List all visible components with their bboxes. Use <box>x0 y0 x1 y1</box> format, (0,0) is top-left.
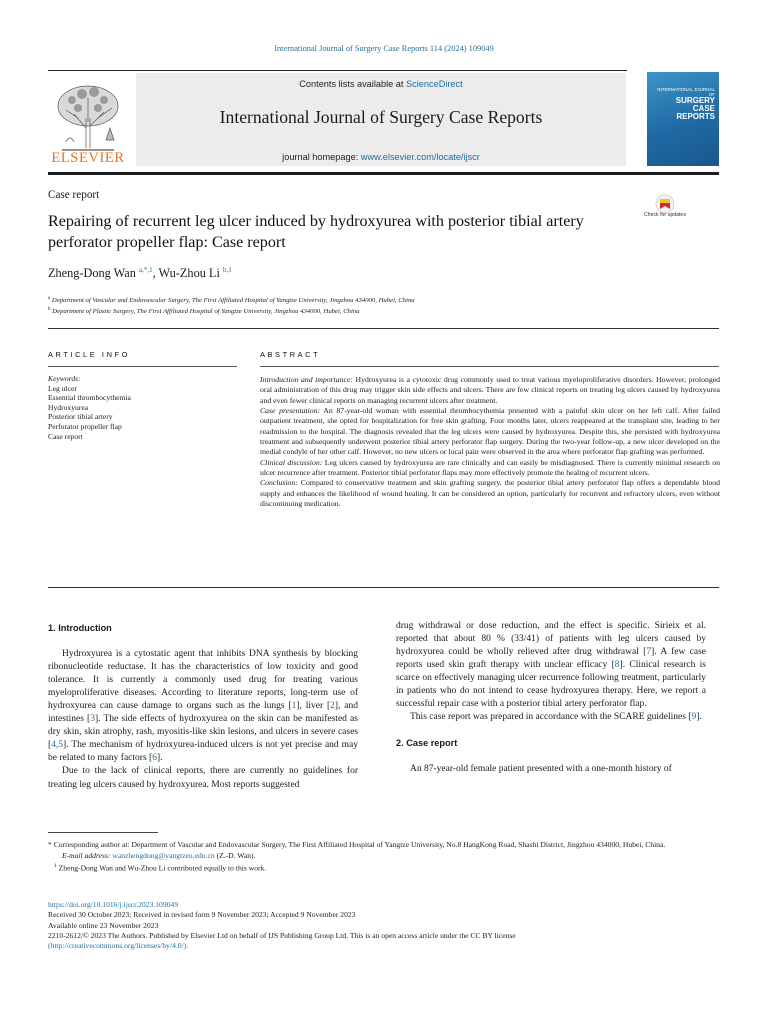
keyword: Perforator propeller flap <box>48 421 122 431</box>
cover-line-2: SURGERY <box>675 96 715 106</box>
paragraph-text: ]. A few case reports used skin graft therapy with unclear efficacy [ <box>396 647 706 671</box>
intro-paragraph-2: Due to the lack of clinical reports, there are currently no guidelines for treating leg ulcers caused by hydroxyurea. Most reports suggested <box>48 766 358 790</box>
case-paragraph-1: An 87-year-old female patient presented with a one-month history of <box>410 764 672 775</box>
cover-line-3: CASE <box>692 104 715 114</box>
paragraph-text: This case report was prepared in accordance with the SCARE guidelines [ <box>410 712 692 723</box>
section-heading-introduction: 1. Introduction <box>48 623 112 633</box>
equal-contribution-text: Zheng-Dong Wan and Wu-Zhou Li contributed equally to this work. <box>56 863 267 873</box>
header-divider <box>48 328 719 329</box>
citation-link[interactable]: 4,5 <box>51 740 64 751</box>
affiliation-mark: b <box>48 307 51 312</box>
paragraph-text: Hydroxyurea is a cytostatic agent that inhibits DNA synthesis by blocking ribonucleotide reductase. It has the characteristics of low toxicity and good tolerance. It is currently a commonly used drug for treating various myeloproliferative diseases. According to literature reports, long-term use of hydroxyurea can cause damage to organs such as the lungs [ <box>48 649 358 712</box>
paragraph-text: ]. Clinical research is scarce on effectively managing ulcer recurrence following treatment, particularly in patients who do not intend to cease hydroxyurea therapy. Here, we report a successful repair case with a posterior tibial artery perforator flap. <box>396 660 707 710</box>
cover-line-1: INTERNATIONAL JOURNAL OF <box>657 87 715 97</box>
abstract-section-label: Clinical discussion: <box>260 457 323 467</box>
abstract-section-label: Introduction and importance: <box>260 375 353 384</box>
abstract-section-text: Compared to conservative treatment and skin grafting surgery, the posterior tibial artery perforator flap offers a dependable blood supply and enhances the likelihood of wound healing. It can be considered an option, particularly for recurrent and refractory ulcers, even without discontinuing medication. <box>260 478 720 509</box>
abstract-section-label: Conclusion: <box>260 478 298 488</box>
author-separator: , <box>152 266 159 280</box>
keywords-list <box>48 374 237 441</box>
author-affiliation-mark[interactable]: b,1 <box>222 266 232 274</box>
abstract-section-text: Hydroxyurea is a cytotoxic drug commonly used to treat various myeloproliferative disorders. However, prolonged oral administration of this drug may trigger skin side effects and ulcers. There are few clinical reports on treating leg ulcers caused by hydroxyurea and even fewer clinical reports on managing recurrent ulcers after treatment. <box>260 375 721 405</box>
journal-cover-thumbnail[interactable] <box>647 72 719 166</box>
journal-homepage-link[interactable]: www.elsevier.com/locate/ijscr <box>360 152 480 162</box>
spacer <box>396 724 706 737</box>
cover-text <box>657 88 715 122</box>
abstract-section <box>260 458 720 479</box>
publication-info <box>48 900 720 951</box>
abstract-section-text: An 87-year-old woman with essential thrombocythemia presented with a painful skin ulcer on her left calf. After failed outpatient treatment, she opted for hospitalization for free skin grafting. Four months later, ulcers reappeared at the transplant site, leading to her readmission to the hospital. The diagnosis revealed that the leg ulcers were caused by hydroxyurea. Despite this, she persisted with hydroxyurea treatment and subsequently underwent posterior tibial artery perforator flap surgery. During the two-year follow-up, a new ulcer developed on the medial condyle of her other calf. However, no new ulcers or local pain were observed in the area where perforator flap grafting was performed. <box>260 406 720 457</box>
citation-link[interactable]: 8 <box>614 660 620 671</box>
body-paragraph-continued <box>396 620 706 711</box>
email-note <box>48 851 720 862</box>
equal-contribution-note <box>48 861 720 874</box>
license-text: 2210-2612/© 2023 The Authors. Published by Elsevier Ltd on behalf of IJS Publishing Group Ltd. This is an open access article under the CC BY license <box>48 930 516 940</box>
abstract-section-text: Leg ulcers caused by hydroxyurea are rare clinically and can easily be misdiagnosed. There is currently minimal research on ulcer recurrence after treatment. Posterior tibial perforator flaps may more effectively promote the healing of recurrent ulcers. <box>260 457 720 478</box>
footnotes <box>48 840 720 875</box>
abstract-heading: ABSTRACT <box>260 350 321 359</box>
keyword: Case report <box>48 431 83 441</box>
body-column-left <box>48 622 358 792</box>
equal-contribution-mark: 1 <box>54 863 57 870</box>
doi-link[interactable]: https://doi.org/10.1016/j.ijscr.2023.109049 <box>48 900 179 909</box>
email-label: E-mail address: <box>62 850 113 860</box>
citation-link[interactable]: 9 <box>691 712 697 723</box>
email-link[interactable]: wanzhengdong@yangtzeu.edu.cn <box>112 850 215 860</box>
top-rule <box>48 70 627 71</box>
keyword: Essential thrombocythemia <box>48 393 131 403</box>
keyword: Posterior tibial artery <box>48 412 113 422</box>
article-info-heading: ARTICLE INFO <box>48 350 130 359</box>
contents-prefix: Contents lists available at <box>299 79 407 89</box>
contents-available-line <box>136 79 626 89</box>
paragraph-text: ]. The side effects of hydroxyurea on the skin can be manifested as dry skin, skin atrophy, rash, myositis-like skin lesions, and ulcers in severe cases [ <box>48 714 358 751</box>
author-name[interactable]: Wu-Zhou Li <box>158 266 220 280</box>
body-paragraph-scare <box>396 711 706 724</box>
paragraph-text: ]. <box>156 753 163 764</box>
author-list <box>48 266 232 281</box>
email-suffix: (Z.-D. Wan). <box>214 850 256 860</box>
spacer <box>396 750 706 763</box>
received-dates: Received 30 October 2023; Received in revised form 9 November 2023; Accepted 9 November 2023 <box>48 910 356 920</box>
article-title: Repairing of recurrent leg ulcer induced by hydroxyurea with posterior tibial artery perforator propeller flap: Case report <box>48 213 584 251</box>
article-type: Case report <box>48 189 100 201</box>
paragraph-text: ], and intestines [ <box>48 701 358 725</box>
elsevier-wordmark[interactable]: ELSEVIER <box>51 150 125 166</box>
author-name[interactable]: Zheng-Dong Wan <box>48 266 136 280</box>
citation-link[interactable]: 6 <box>152 753 157 764</box>
paragraph-text: ], liver [ <box>296 701 331 712</box>
abstract-divider <box>48 587 719 588</box>
article-info-rule <box>48 366 237 367</box>
abstract-section-label: Case presentation: <box>260 406 321 416</box>
affiliation-b <box>48 307 360 315</box>
footnote-rule <box>48 832 158 833</box>
available-online: Available online 23 November 2023 <box>48 920 159 930</box>
body-column-right <box>396 620 706 776</box>
intro-paragraph-1 <box>48 648 358 765</box>
paragraph-text: ]. The mechanism of hydroxyurea-induced ulcers is not yet precise and may be related to many factors [ <box>48 740 358 764</box>
paragraph-text: ]. <box>696 712 702 723</box>
journal-homepage-line <box>136 152 626 162</box>
author-affiliation-mark[interactable]: a,*,1 <box>139 266 153 274</box>
abstract-body <box>260 375 720 509</box>
affiliation-mark: a <box>48 296 51 301</box>
citation-link[interactable]: 7 <box>646 647 652 658</box>
abstract-section <box>260 406 720 458</box>
homepage-prefix: journal homepage: <box>282 152 361 162</box>
abstract-rule <box>260 366 719 367</box>
section-heading-case-report: 2. Case report <box>396 738 458 749</box>
keyword: Hydroxyurea <box>48 402 89 412</box>
cover-line-4: REPORTS <box>676 112 715 122</box>
spacer <box>48 635 358 648</box>
keyword: Leg ulcer <box>48 383 77 393</box>
citation-link[interactable]: 3 <box>90 714 95 725</box>
affiliation-text: Department of Plastic Surgery, The First Affiliated Hospital of Yangtze University, Jingzhou 434000, Hubei, China <box>52 308 360 315</box>
paragraph-text: drug withdrawal or dose reduction, and the effect is specific. Sirieix et al. reported that about 80 % (33/41) of patients with leg ulcers caused by hydroxyurea could be wholly relieved after drug withdrawal [ <box>396 621 706 658</box>
corresponding-author-note: * Corresponding author at: Department of Vascular and Endovascular Surgery, The First Affiliated Hospital of Yangtze University, No.8 HangKong Road, Shashi District, Jingzhou 434000, Hubei, China. <box>48 840 666 849</box>
keywords-label: Keywords: <box>48 374 81 383</box>
citation-link[interactable]: 2 <box>330 701 335 712</box>
affiliation-a <box>48 296 415 304</box>
citation-link[interactable]: 1 <box>291 701 297 712</box>
affiliation-text: Department of Vascular and Endovascular Surgery, The First Affiliated Hospital of Yangtze University, Jingzhou 434000, Hubei, China <box>51 297 415 304</box>
journal-citation[interactable]: International Journal of Surgery Case Reports 114 (2024) 109049 <box>274 44 494 53</box>
abstract-section <box>260 478 720 509</box>
masthead-bottom-rule <box>48 172 719 175</box>
sciencedirect-link[interactable]: ScienceDirect <box>406 79 463 89</box>
abstract-section <box>260 375 720 406</box>
check-for-updates-label[interactable]: Check for updates <box>643 212 687 218</box>
license-link[interactable]: (http://creativecommons.org/licenses/by/4.0/). <box>48 941 189 951</box>
journal-title: International Journal of Surgery Case Reports <box>219 107 543 127</box>
